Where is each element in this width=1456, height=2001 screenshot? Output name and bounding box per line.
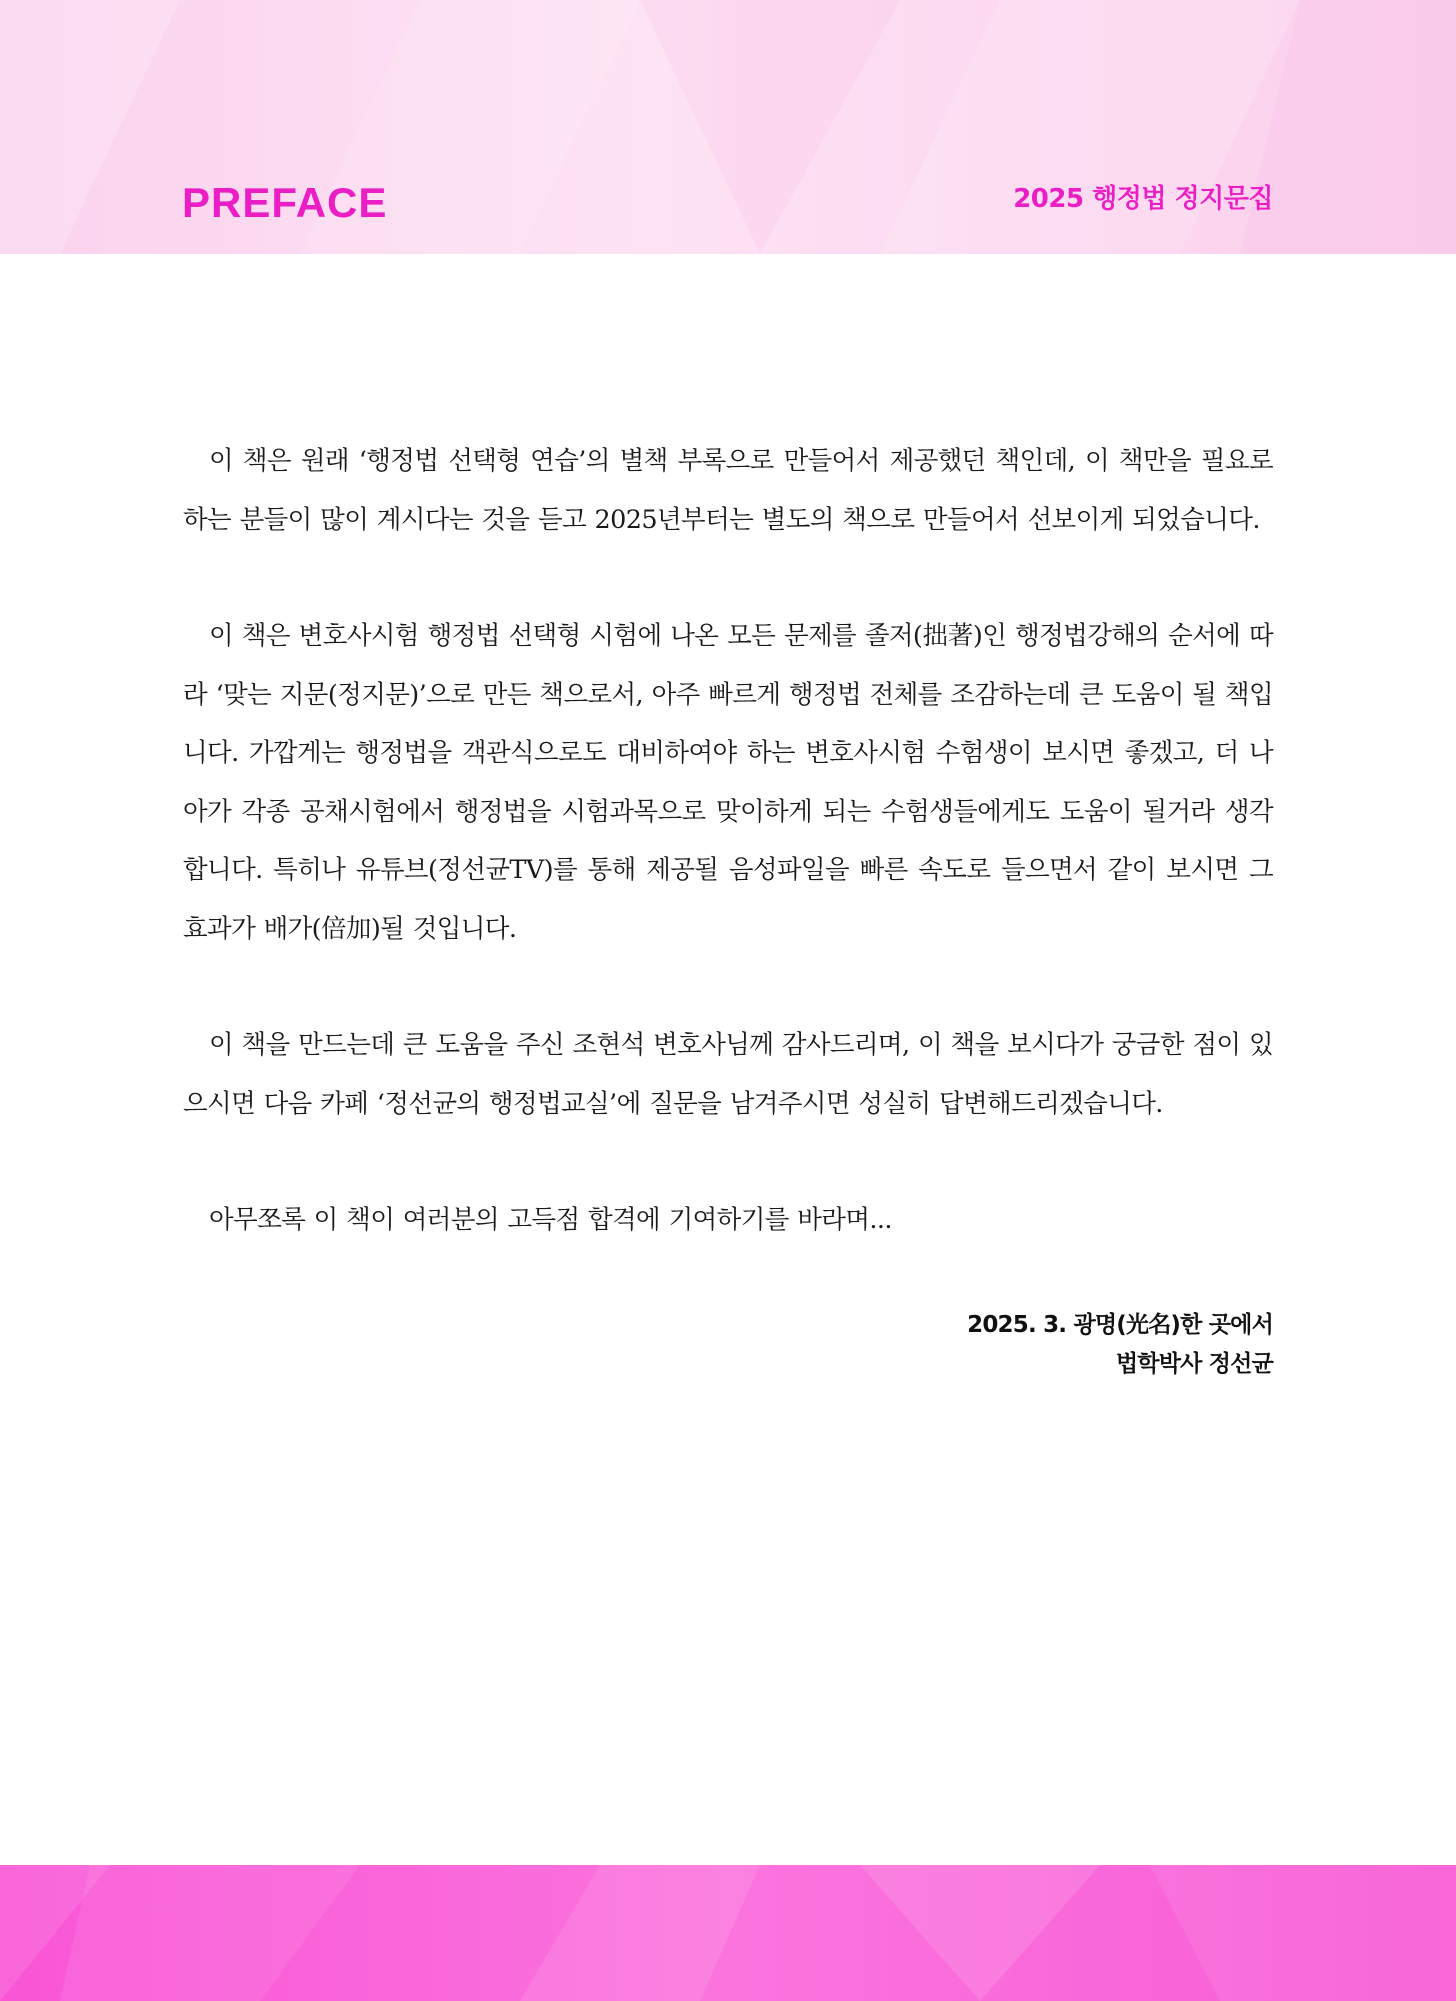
paragraph-1: 이 책은 원래 ‘행정법 선택형 연습’의 별책 부록으로 만들어서 제공했던 책인데, 이 책만을 필요로 하는 분들이 많이 계시다는 것을 듣고 2025년부터는 별도의 책으로 만들어서 선보이게 되었습니다. — [183, 446, 1273, 535]
preface-body — [183, 432, 1273, 1384]
footer-band — [0, 1865, 1456, 2001]
paragraph-3: 이 책을 만드는데 큰 도움을 주신 조현석 변호사님께 감사드리며, 이 책을 보시다가 궁금한 점이 있으시면 다음 카페 ‘정선균의 행정법교실’에 질문을 남겨주시면 성실히 답변해드리겠습니다. — [183, 1030, 1273, 1119]
signature-date-place: 2025. 3. 광명(光名)한 곳에서 — [967, 1311, 1273, 1338]
preface-title: PREFACE — [182, 179, 388, 226]
paragraph-4: 아무쪼록 이 책이 여러분의 고득점 합격에 기여하기를 바라며... — [209, 1205, 892, 1235]
signature-block — [183, 1306, 1273, 1384]
paragraph-2: 이 책은 변호사시험 행정법 선택형 시험에 나온 모든 문제를 졸저(拙著)인 행정법강해의 순서에 따라 ‘맞는 지문(정지문)’으로 만든 책으로서, 아주 빠르게 행정법 전체를 조감하는데 큰 도움이 될 책입니다. 가깝게는 행정법을 객관식으로도 대비하여야 하는 변호사시험 수험생이 보시면 좋겠고, 더 나아가 각종 공채시험에서 행정법을 시험과목으로 맞이하게 되는 수험생들에게도 도움이 될거라 생각합니다. 특히나 유튜브(정선균TV)를 통해 제공될 음성파일을 빠른 속도로 들으면서 같이 보시면 그 효과가 배가(倍加)될 것입니다. — [183, 621, 1273, 944]
book-title: 2025 행정법 정지문집 — [1013, 184, 1273, 214]
header-band — [0, 0, 1456, 254]
signature-author: 법학박사 정선균 — [1115, 1350, 1273, 1377]
footer-decoration — [0, 1865, 1456, 2001]
